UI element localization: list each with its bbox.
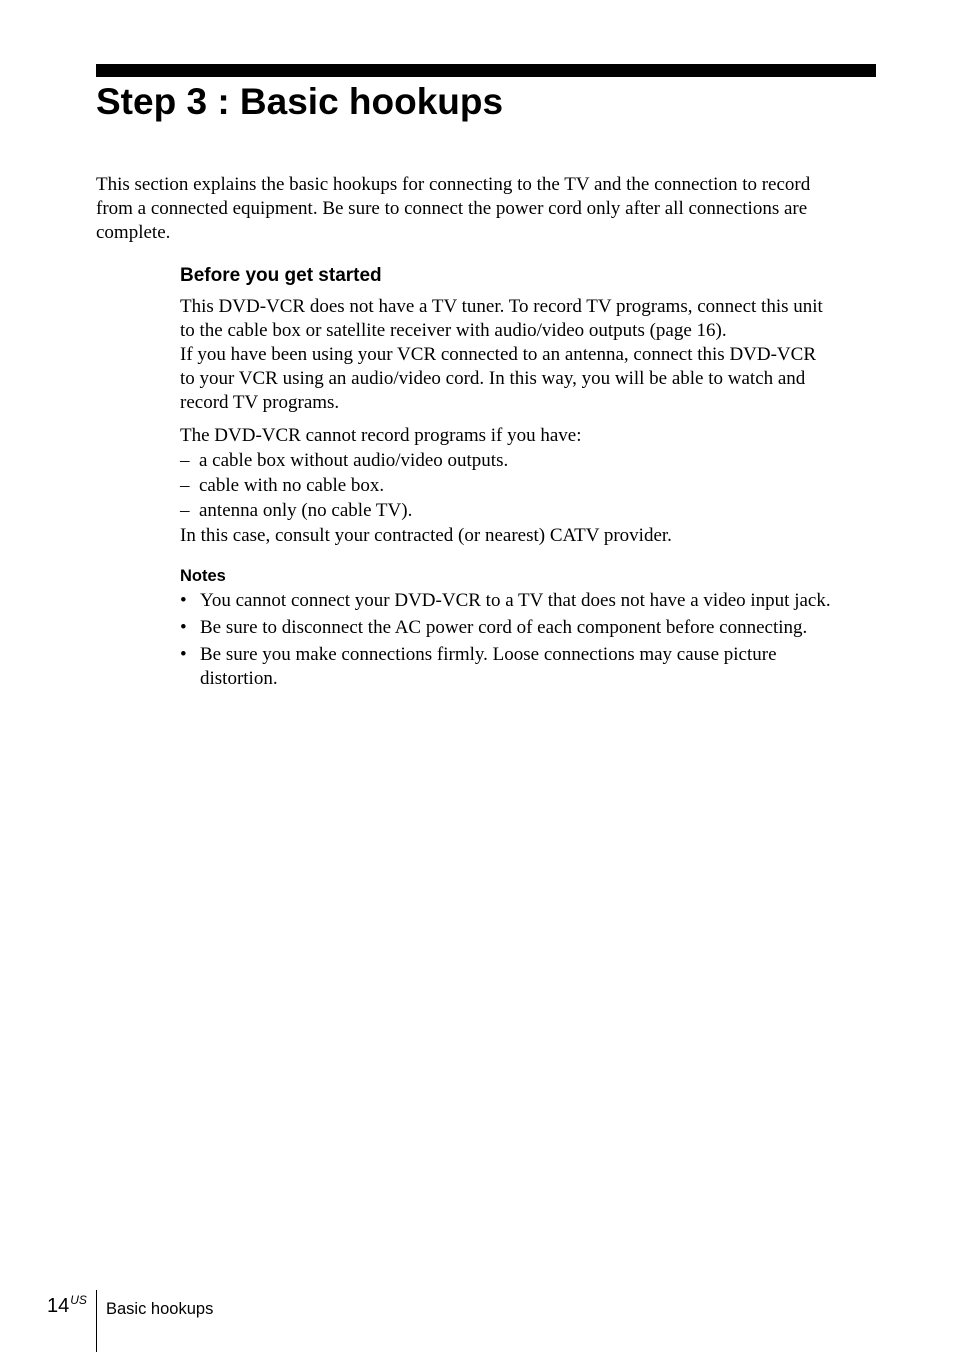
bullet-marker: • (180, 590, 187, 611)
before-you-get-started-heading: Before you get started (180, 265, 382, 286)
intro-line: This section explains the basic hookups for connecting to the TV and the connection to record (96, 174, 811, 195)
consult-provider-text: In this case, consult your contracted (or nearest) CATV provider. (180, 525, 672, 546)
note-text: distortion. (200, 668, 278, 689)
intro-line: complete. (96, 222, 171, 243)
dash-marker: – (180, 475, 190, 496)
page-number (47, 1292, 87, 1322)
note-item (180, 616, 900, 640)
page-number-value: 14 (47, 1295, 70, 1317)
bullet-marker: • (180, 617, 187, 638)
note-item (180, 589, 900, 613)
tuner-line: This DVD-VCR does not have a TV tuner. To record TV programs, connect this unit (180, 296, 823, 317)
dash-marker: – (180, 500, 190, 521)
intro-line: from a connected equipment. Be sure to connect the power cord only after all connections are (96, 198, 808, 219)
tuner-line: to your VCR using an audio/video cord. In this way, you will be able to watch and (180, 368, 806, 389)
cannot-record-item-text: antenna only (no cable TV). (199, 500, 413, 521)
note-text: You cannot connect your DVD-VCR to a TV that does not have a video input jack. (200, 590, 831, 611)
cannot-record-item (180, 498, 900, 523)
tuner-line: If you have been using your VCR connected to an antenna, connect this DVD-VCR (180, 344, 816, 365)
bullet-marker: • (180, 644, 187, 665)
page-region-suffix: US (70, 1293, 87, 1307)
note-item (180, 643, 900, 691)
footer-section-label: Basic hookups (106, 1300, 214, 1318)
note-text: Be sure you make connections firmly. Loose connections may cause picture (200, 644, 777, 665)
cannot-record-item-text: cable with no cable box. (199, 475, 385, 496)
cannot-record-block (180, 423, 900, 548)
tuner-line: to the cable box or satellite receiver with audio/video outputs (page 16). (180, 320, 727, 341)
dash-marker: – (180, 450, 190, 471)
footer-divider (96, 1290, 97, 1352)
intro-paragraph (96, 173, 886, 245)
tuner-line: record TV programs. (180, 392, 340, 413)
cannot-record-item (180, 448, 900, 473)
cannot-record-intro: The DVD-VCR cannot record programs if you have: (180, 425, 582, 446)
title-rule (96, 64, 876, 77)
notes-list (180, 589, 900, 691)
note-text: Be sure to disconnect the AC power cord of each component before connecting. (200, 617, 808, 638)
cannot-record-item (180, 473, 900, 498)
page-title: Step 3 : Basic hookups (96, 81, 504, 122)
notes-heading: Notes (180, 567, 226, 585)
tuner-paragraph (180, 295, 900, 415)
cannot-record-item-text: a cable box without audio/video outputs. (199, 450, 509, 471)
